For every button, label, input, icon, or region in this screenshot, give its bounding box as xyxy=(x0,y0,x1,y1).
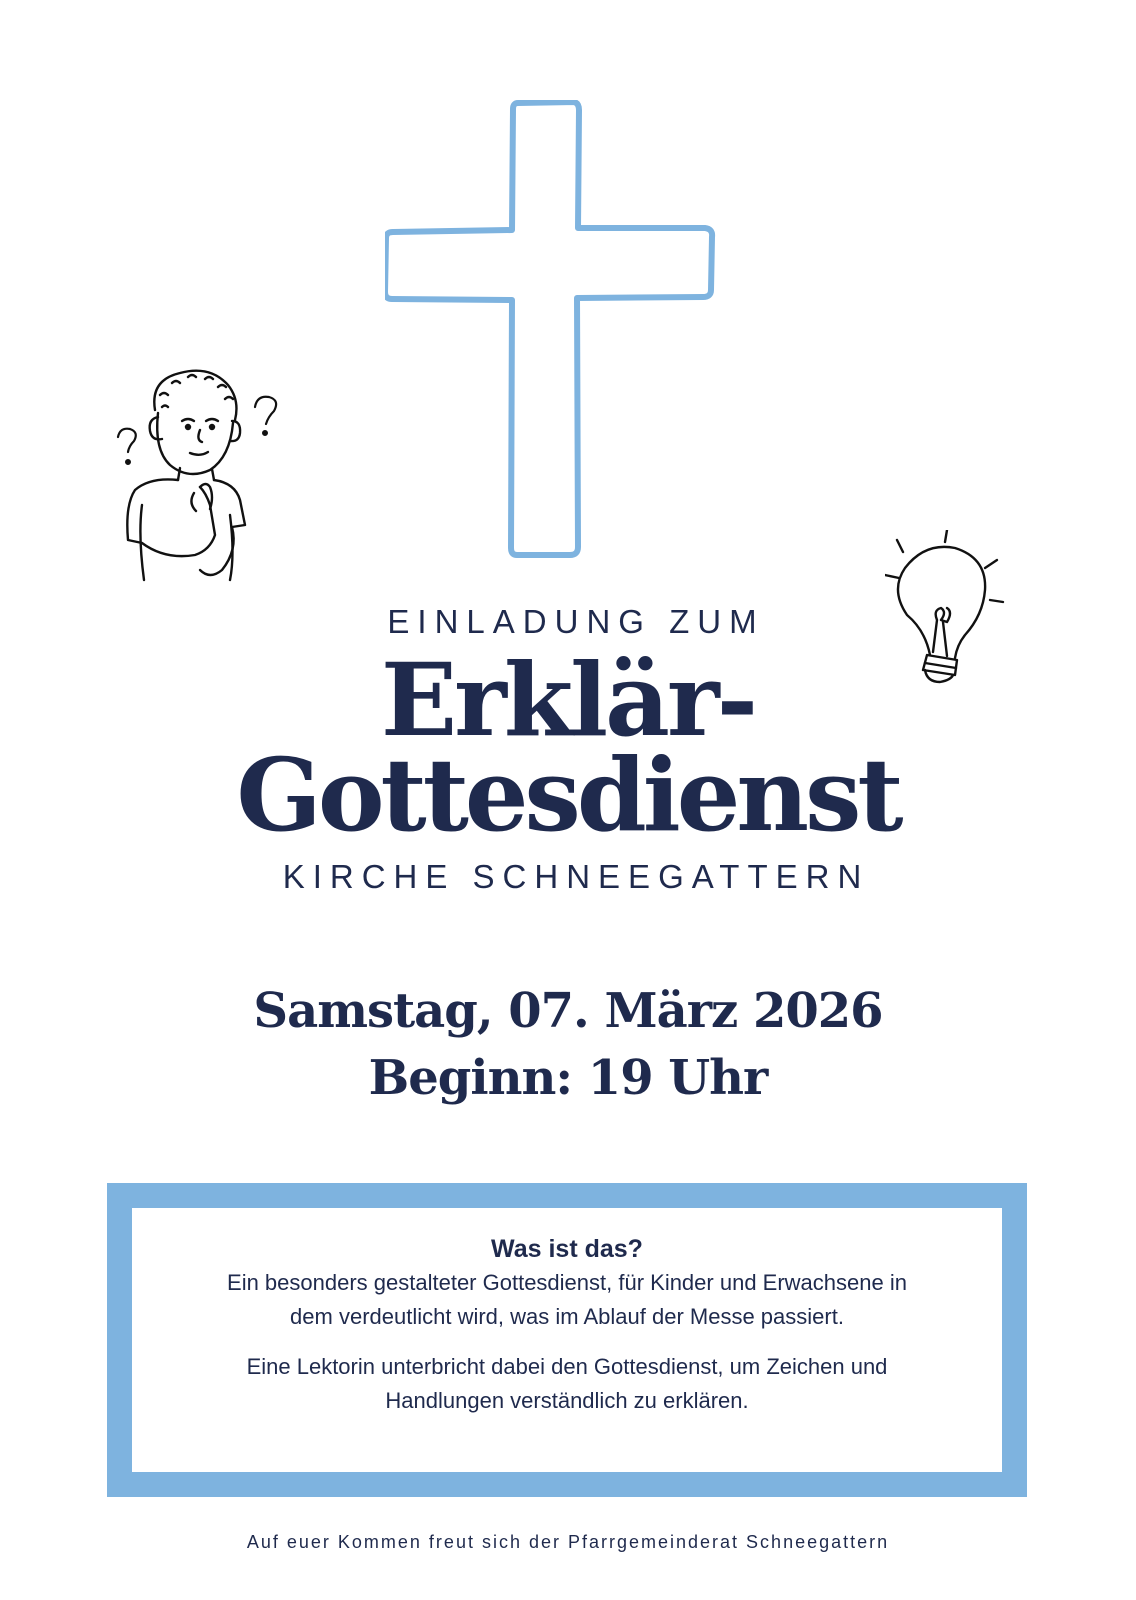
footer-text: Auf euer Kommen freut sich der Pfarrgemeinderat Schneegattern xyxy=(246,1532,890,1552)
page-title-line2: Gottesdienst xyxy=(236,736,900,854)
invitation-overline: EINLADUNG ZUM xyxy=(387,603,765,640)
event-time: Beginn: 19 Uhr xyxy=(368,1050,768,1106)
info-box-frame xyxy=(107,1183,1027,1497)
info-paragraph-1-line-2: dem verdeutlicht wird, was im Ablauf der Messe passiert. xyxy=(290,1304,844,1329)
info-paragraph-2-line-2: Handlungen verständlich zu erklären. xyxy=(385,1388,749,1413)
info-paragraph-2-line-1: Eine Lektorin unterbricht dabei den Gottesdienst, um Zeichen und xyxy=(246,1354,888,1379)
church-subtitle: KIRCHE SCHNEEGATTERN xyxy=(282,858,870,895)
info-box xyxy=(132,1208,1002,1472)
info-paragraph-1-line-1: Ein besonders gestalteter Gottesdienst, für Kinder und Erwachsene in xyxy=(227,1270,907,1295)
page-title-line1: Erklär- xyxy=(380,641,756,759)
info-heading: Was ist das? xyxy=(491,1235,643,1263)
cross-icon xyxy=(385,100,730,570)
event-date: Samstag, 07. März 2026 xyxy=(253,983,883,1039)
thinking-person-icon xyxy=(110,365,300,605)
